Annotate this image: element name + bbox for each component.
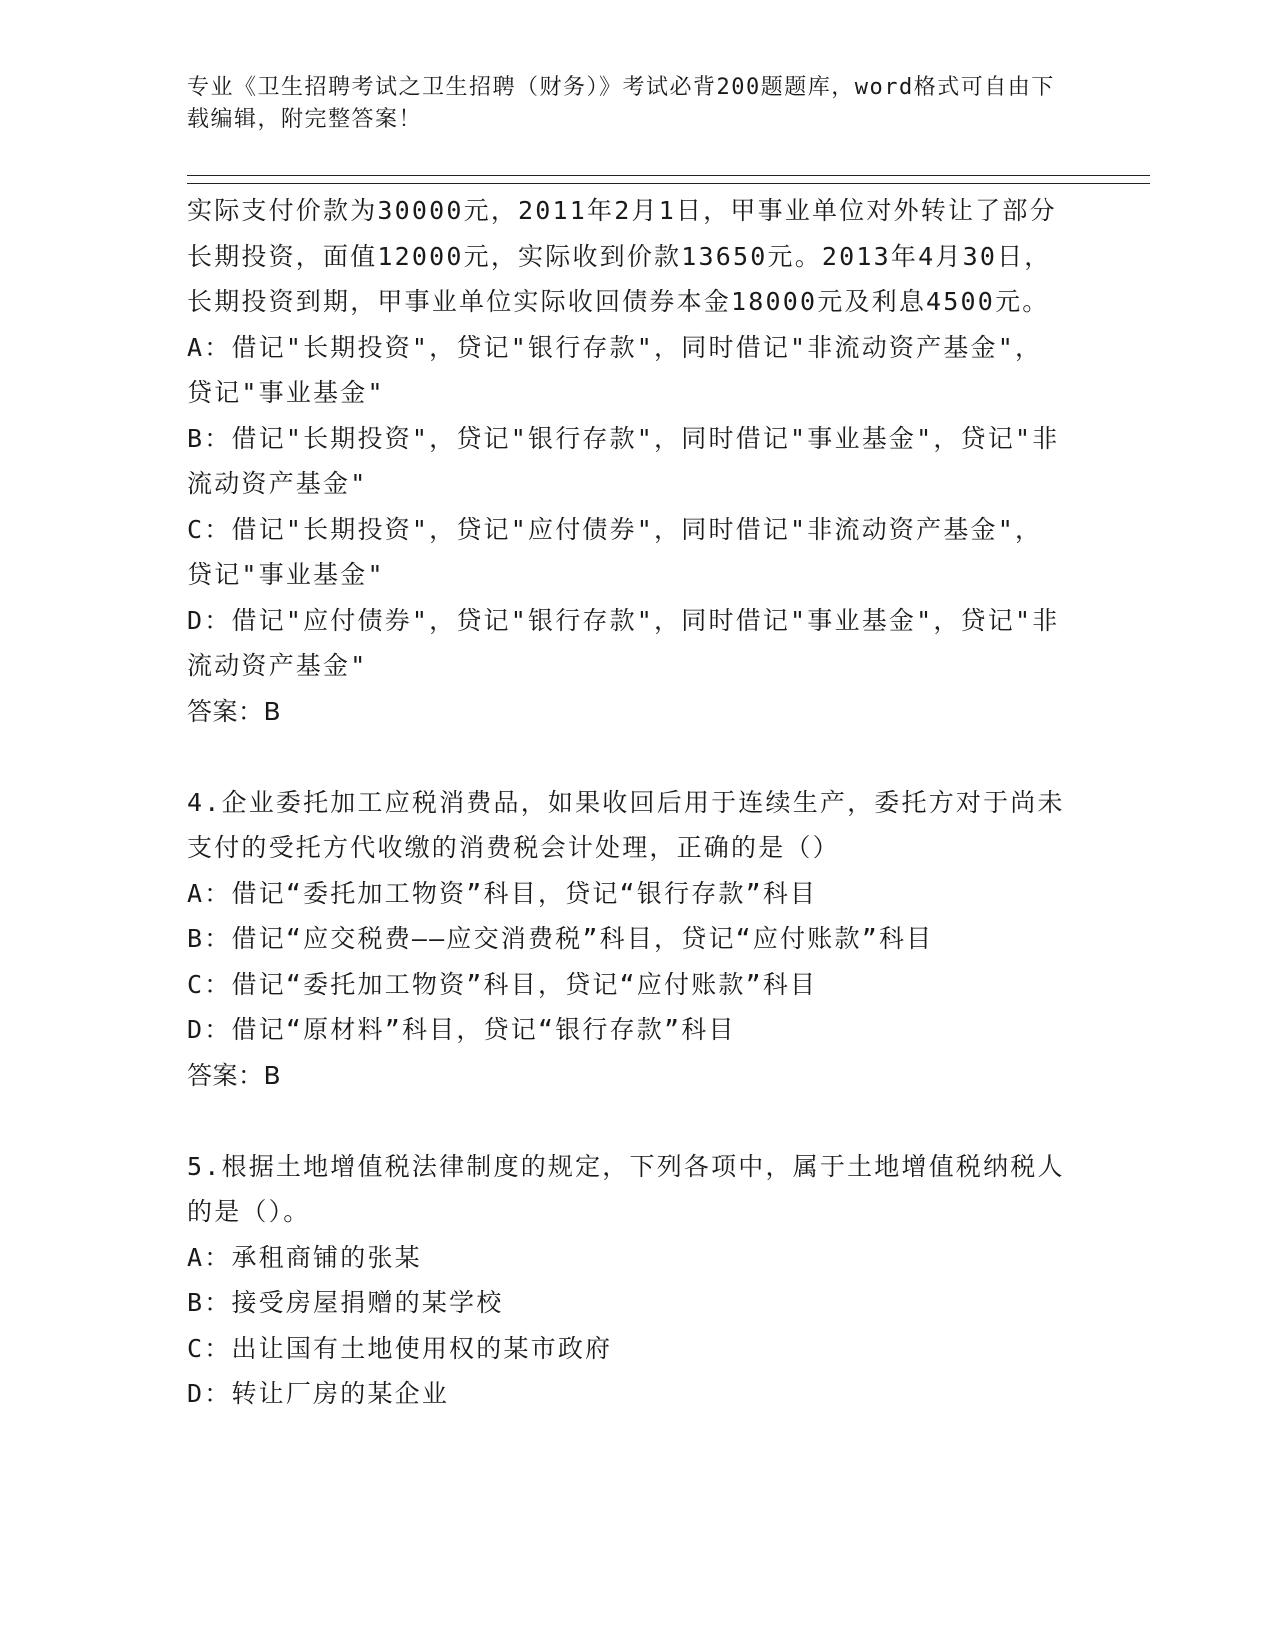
- document-header: [187, 72, 1067, 136]
- question-5: [187, 1144, 1067, 1417]
- question-stem: 4.企业委托加工应税消费品，如果收回后用于连续生产，委托方对于尚未支付的受托方代收缴的消费税会计处理，正确的是（）: [187, 787, 1065, 862]
- question-stem: 5.根据土地增值税法律制度的规定，下列各项中，属于土地增值税纳税人的是（）。: [187, 1151, 1065, 1226]
- option-b: B：借记"长期投资"，贷记"银行存款"，同时借记"事业基金"，贷记"非流动资产基金": [187, 423, 1060, 498]
- header-text: 专业《卫生招聘考试之卫生招聘（财务）》考试必背200题题库，word格式可自由下载编辑，附完整答案！: [187, 75, 1055, 132]
- option-a: A：借记“委托加工物资”科目，贷记“银行存款”科目: [187, 878, 818, 908]
- answer: 答案：B: [187, 696, 282, 726]
- option-d: D：转让厂房的某企业: [187, 1379, 450, 1408]
- header-rule-thin: [187, 175, 1150, 176]
- option-b: B：接受房屋捐赠的某学校: [187, 1288, 504, 1317]
- option-c: C：借记"长期投资"，贷记"应付债券"，同时借记"非流动资产基金"，贷记"事业基金": [187, 514, 1043, 589]
- option-a: A：承租商铺的张某: [187, 1242, 422, 1272]
- option-c: C：出让国有土地使用权的某市政府: [187, 1333, 613, 1363]
- option-a: A：借记"长期投资"，贷记"银行存款"，同时借记"非流动资产基金"，贷记"事业基金": [187, 332, 1043, 407]
- question-3: [187, 188, 1067, 734]
- spacer: [187, 1098, 1067, 1144]
- question-4: [187, 780, 1067, 1099]
- question-stem: 实际支付价款为30000元，2011年2月1日，甲事业单位对外转让了部分长期投资，面值12000元，实际收到价款13650元。2013年4月30日，长期投资到期，甲事业单位实际收回债券本金18000元及利息4500元。: [187, 196, 1057, 316]
- option-c: C：借记“委托加工物资”科目，贷记“应付账款”科目: [187, 969, 818, 999]
- header-rule-thick: [187, 183, 1150, 184]
- option-d: D：借记"应付债券"，贷记"银行存款"，同时借记"事业基金"，贷记"非流动资产基金": [187, 605, 1060, 680]
- document-body: [187, 188, 1067, 1417]
- answer: 答案：B: [187, 1060, 282, 1090]
- spacer: [187, 734, 1067, 780]
- option-d: D：借记“原材料”科目，贷记“银行存款”科目: [187, 1015, 736, 1044]
- option-b: B：借记“应交税费——应交消费税”科目，贷记“应付账款”科目: [187, 924, 934, 953]
